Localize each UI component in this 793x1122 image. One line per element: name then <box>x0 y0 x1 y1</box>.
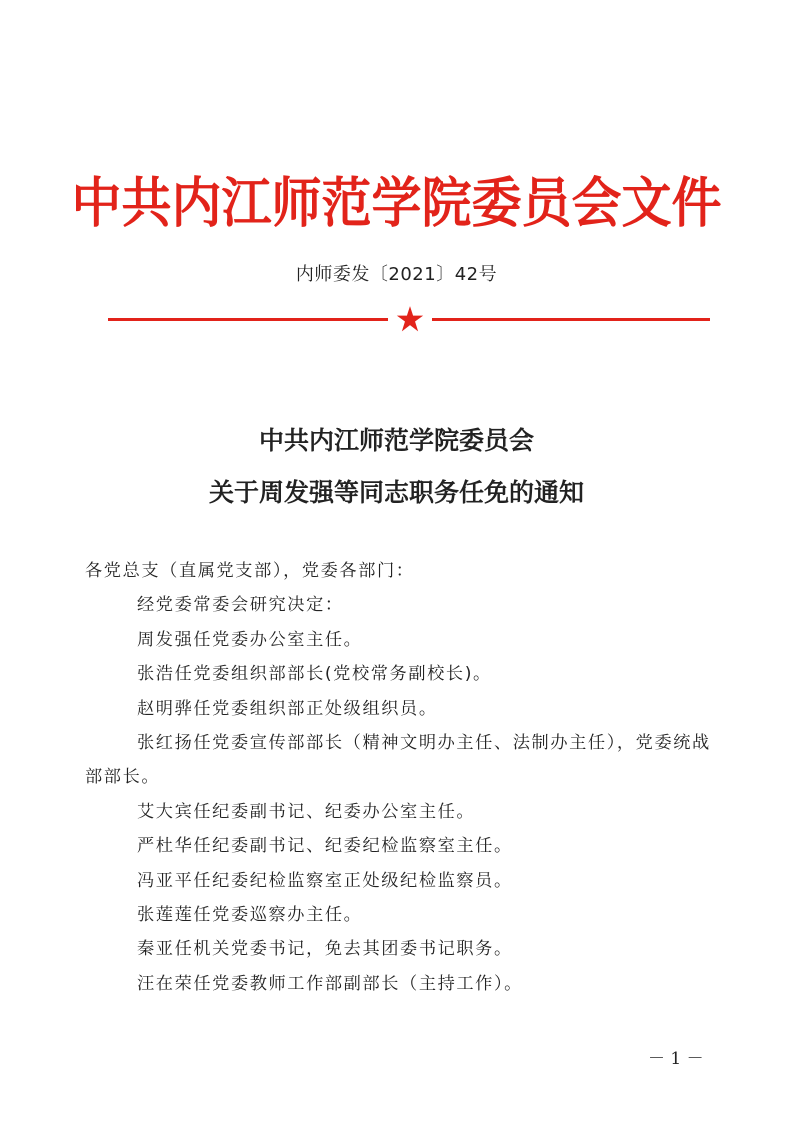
red-rule-right <box>432 318 710 321</box>
body-paragraph-appointment-5: 艾大宾任纪委副书记、纪委办公室主任。 <box>137 801 476 822</box>
red-star-icon <box>396 305 424 333</box>
red-rule-left <box>108 318 388 321</box>
notice-title-line1: 中共内江师范学院委员会 <box>258 426 534 455</box>
body-paragraph-appointment-2: 张浩任党委组织部部长(党校常务副校长)。 <box>137 664 492 685</box>
document-body <box>85 554 725 1001</box>
body-paragraph-appointment-9: 秦亚任机关党委书记，免去其团委书记职务。 <box>137 939 513 960</box>
body-paragraph-appointment-6: 严杜华任纪委副书记、纪委纪检监察室主任。 <box>137 836 513 857</box>
body-paragraph-appointment-3: 赵明骅任党委组织部正处级组织员。 <box>137 698 438 719</box>
body-paragraph-appointment-8: 张莲莲任党委巡察办主任。 <box>137 905 363 926</box>
red-star-shape <box>397 306 423 331</box>
body-paragraph-appointment-1: 周发强任党委办公室主任。 <box>137 629 363 650</box>
salutation: 各党总支（直属党支部），党委各部门： <box>85 561 415 581</box>
document-number: 内师委发〔2021〕42号 <box>295 264 498 285</box>
body-paragraph-appointment-4: 张红扬任党委宣传部部长（精神文明办主任、法制办主任），党委统战部部长。 <box>85 733 711 788</box>
notice-title-line2: 关于周发强等同志职务任免的通知 <box>208 478 584 507</box>
document-header-title: 中共内江师范学院委员会文件 <box>71 170 722 235</box>
body-paragraph-appointment-7: 冯亚平任纪委纪检监察室正处级纪检监察员。 <box>137 870 513 891</box>
page-number: － 1 － <box>648 1049 704 1069</box>
body-paragraph-appointment-10: 汪在荣任党委教师工作部副部长（主持工作）。 <box>137 973 523 994</box>
body-paragraph-decision: 经党委常委会研究决定： <box>137 595 344 616</box>
